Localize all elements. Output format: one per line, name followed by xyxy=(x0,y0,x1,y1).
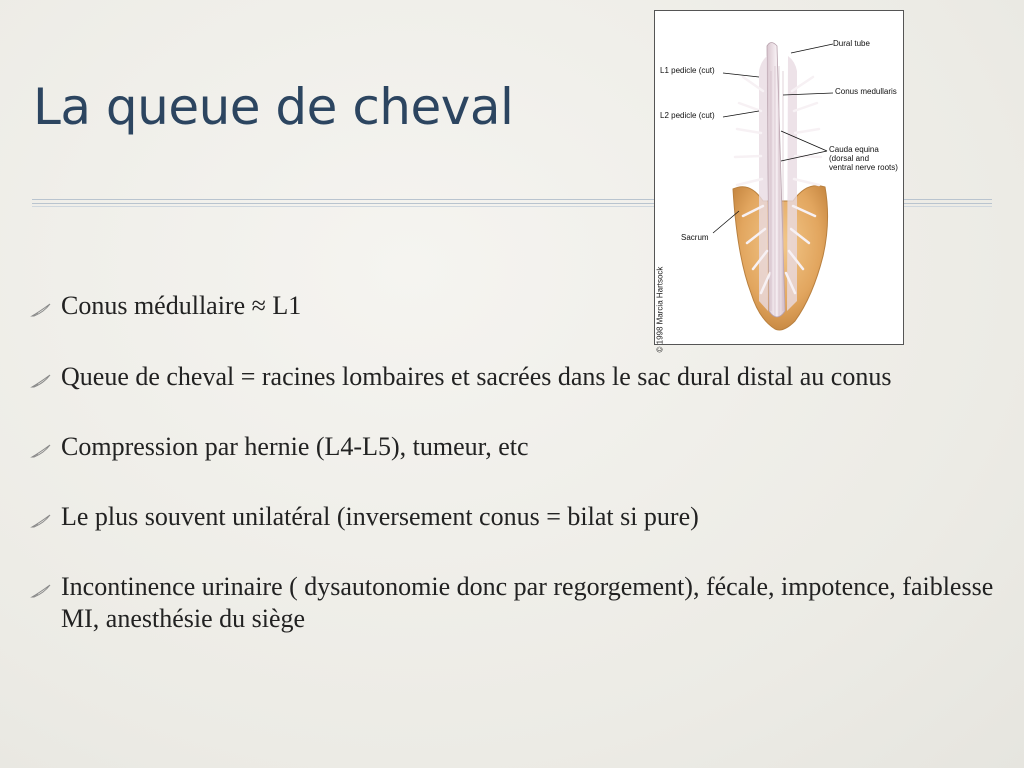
bullet-text: Conus médullaire ≈ L1 xyxy=(61,291,302,320)
quill-pen-icon xyxy=(30,302,52,318)
bullet-text: Incontinence urinaire ( dysautonomie donc par regorgement), fécale, impotence, faiblesse MI, anesthésie du siège xyxy=(61,572,994,633)
label-cauda-equina-sub2: ventral nerve roots) xyxy=(829,163,898,172)
label-sacrum: Sacrum xyxy=(681,233,709,242)
quill-pen-icon xyxy=(30,443,52,459)
label-conus-medullaris: Conus medullaris xyxy=(835,87,897,96)
bullet-item xyxy=(30,501,1005,533)
bullet-item xyxy=(30,290,1005,322)
bullet-text: Compression par hernie (L4-L5), tumeur, etc xyxy=(61,432,529,461)
bullet-text: Le plus souvent unilatéral (inversement conus = bilat si pure) xyxy=(61,502,699,531)
quill-pen-icon xyxy=(30,583,52,599)
label-cauda-equina: Cauda equina xyxy=(829,145,879,154)
label-l2-pedicle: L2 pedicle (cut) xyxy=(660,111,715,120)
bullet-item xyxy=(30,431,1005,463)
label-dural-tube: Dural tube xyxy=(833,39,870,48)
quill-pen-icon xyxy=(30,513,52,529)
slide-title: La queue de cheval xyxy=(33,78,514,136)
bullet-text: Queue de cheval = racines lombaires et sacrées dans le sac dural distal au conus xyxy=(61,362,892,391)
quill-pen-icon xyxy=(30,373,52,389)
bullet-list xyxy=(30,290,1005,635)
label-l1-pedicle: L1 pedicle (cut) xyxy=(660,66,715,75)
bullet-item xyxy=(30,571,1005,635)
copyright-text: © 1998 Marcia Hartsock xyxy=(655,266,665,353)
bullet-item xyxy=(30,361,1005,393)
label-cauda-equina-sub1: (dorsal and xyxy=(829,154,870,163)
